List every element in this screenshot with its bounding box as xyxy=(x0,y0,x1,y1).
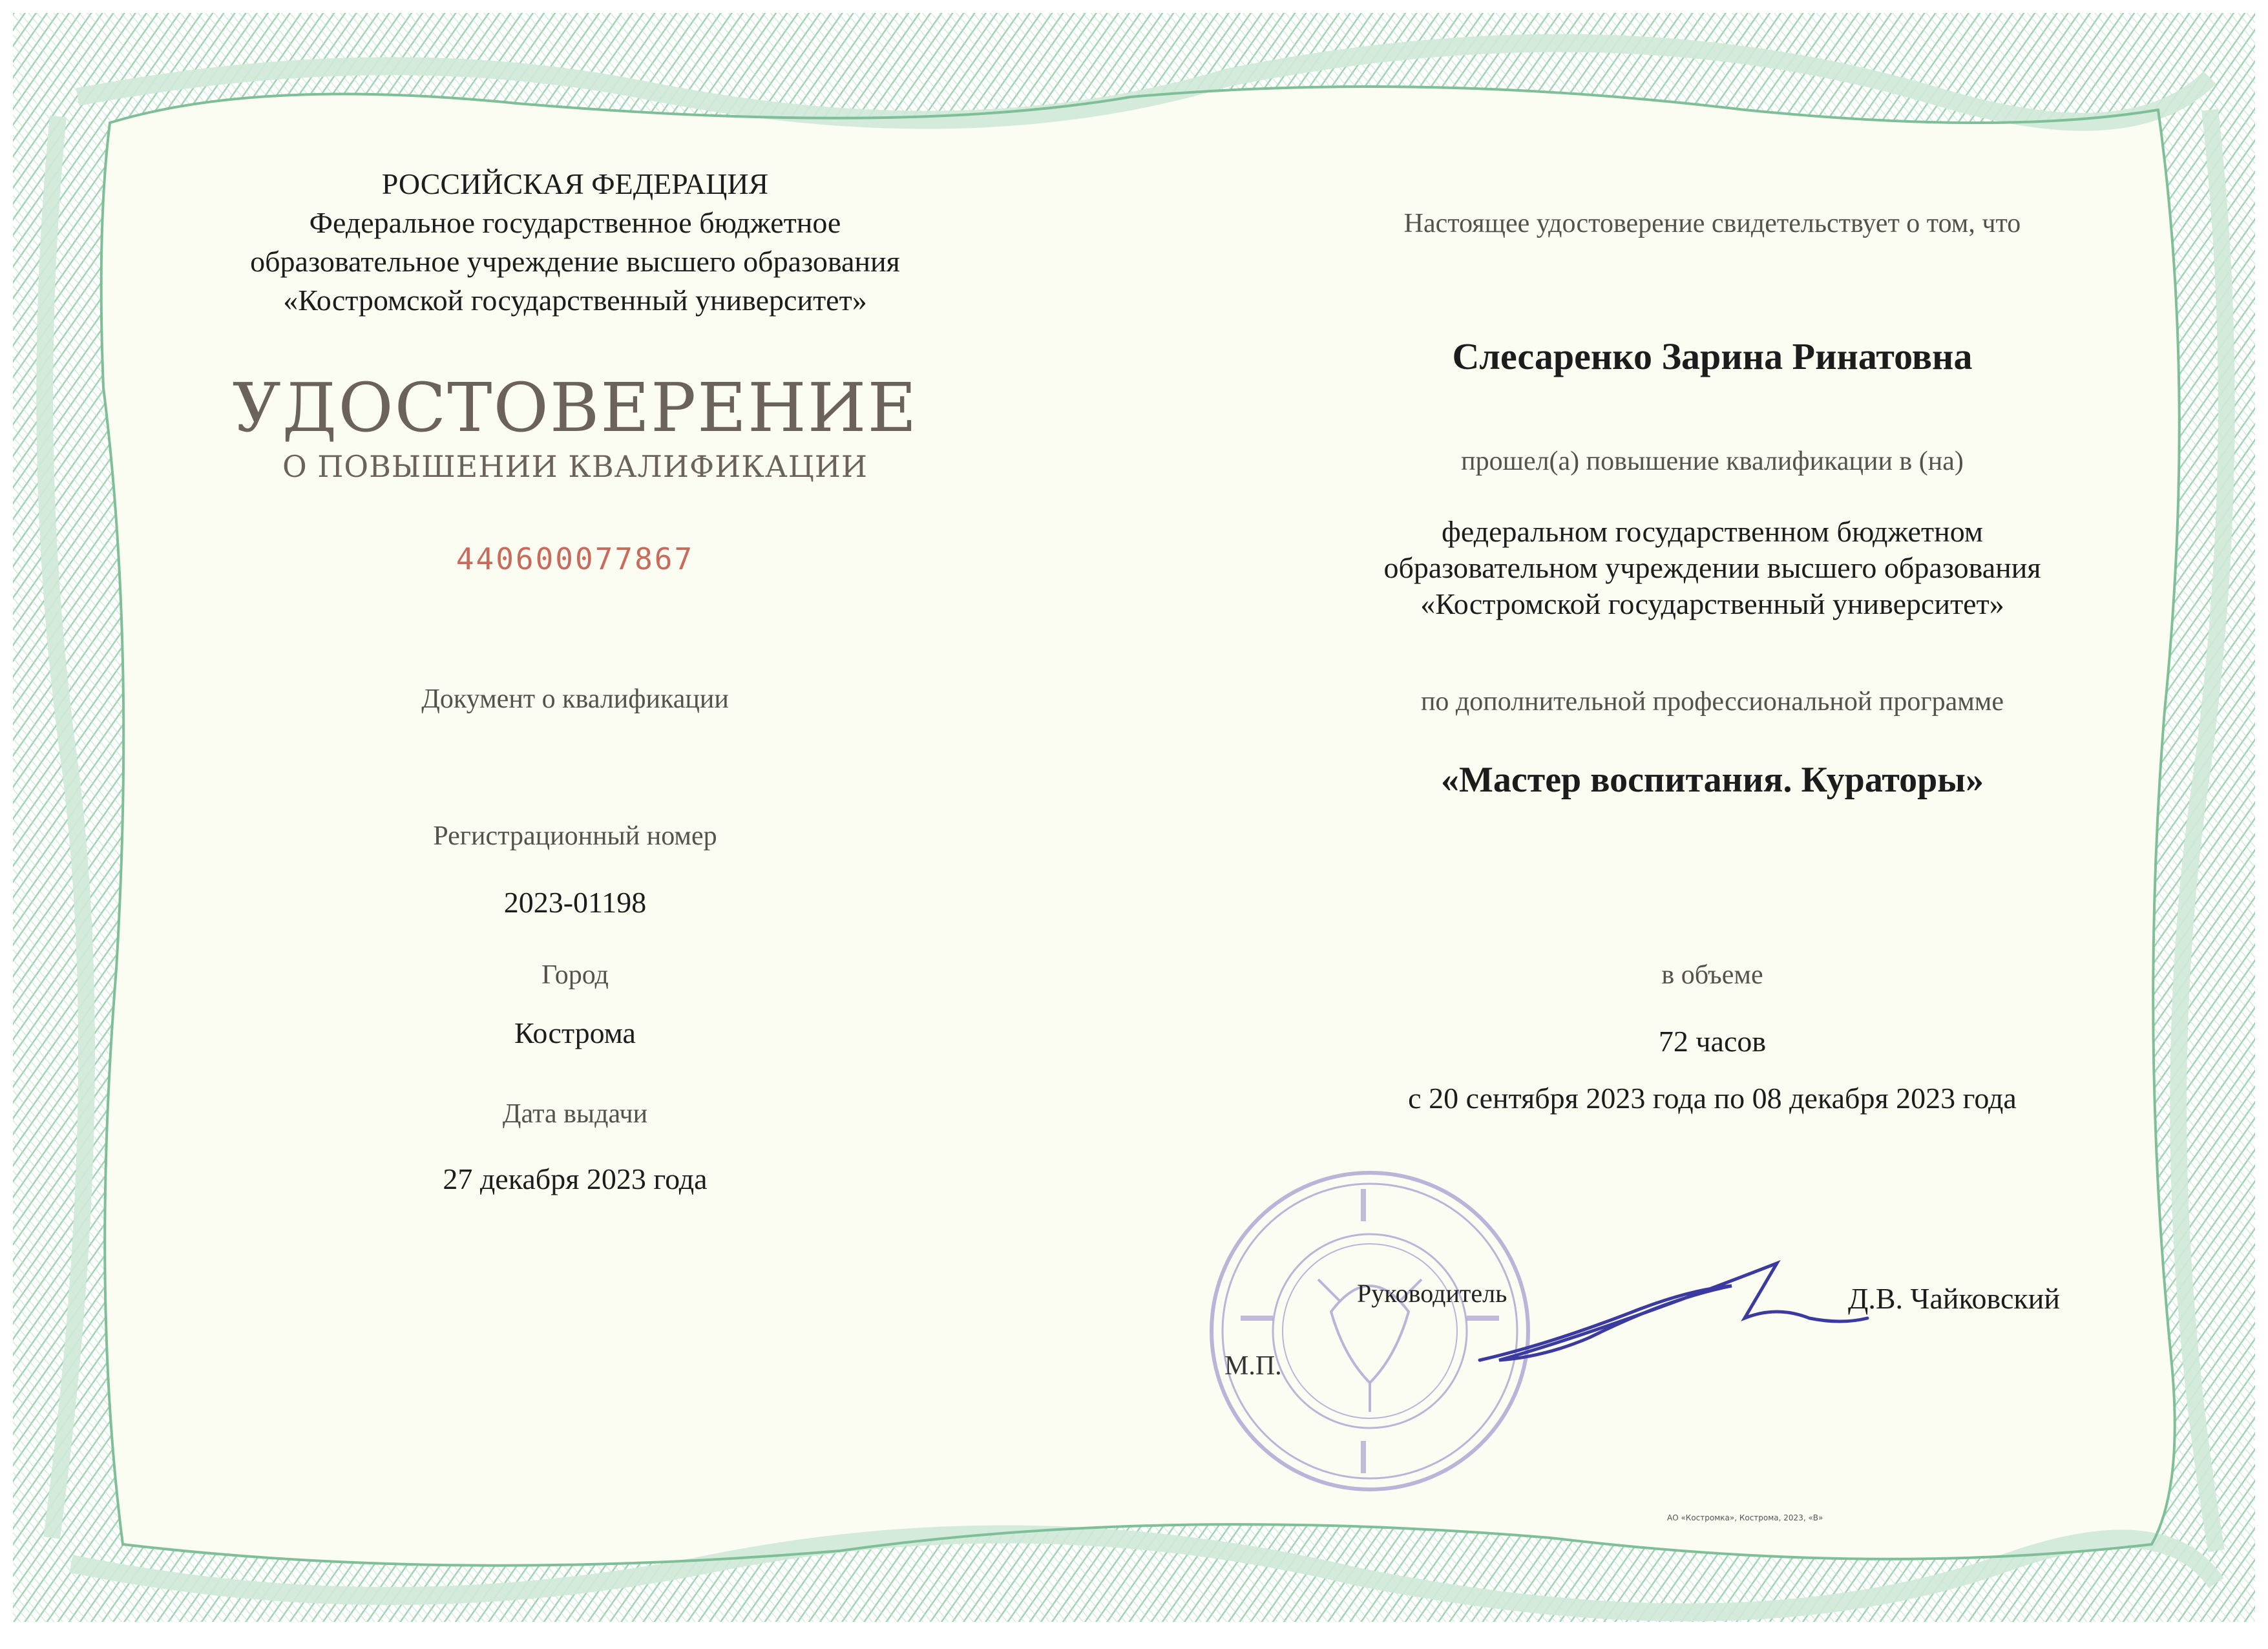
issue-date-label: Дата выдачи xyxy=(502,1099,648,1129)
registration-label: Регистрационный номер xyxy=(433,821,717,851)
passed-text: прошел(а) повышение квалификации в (на) xyxy=(1461,446,1964,476)
hours-value: 72 часов xyxy=(1658,1025,1767,1058)
stamp-place-label: М.П. xyxy=(1224,1351,1282,1381)
document-subtitle: О ПОВЫШЕНИИ КВАЛИФИКАЦИИ xyxy=(282,449,868,484)
volume-label: в объеме xyxy=(1661,960,1763,990)
intro-text: Настоящее удостоверение свидетельствует о том, что xyxy=(1403,209,2021,238)
city-label: Город xyxy=(541,960,609,990)
signature xyxy=(1473,1247,1874,1376)
institution-line-1: федеральном государственном бюджетном xyxy=(1442,515,1983,548)
head-label: Руководитель xyxy=(1357,1279,1507,1308)
serial-number: 440600077867 xyxy=(456,541,695,576)
issue-date-value: 27 декабря 2023 года xyxy=(443,1162,708,1195)
holder-name: Слесаренко Зарина Ринатовна xyxy=(1452,335,1973,377)
period-value: с 20 сентября 2023 года по 08 декабря 2023 года xyxy=(1408,1082,2017,1115)
header-line-3: образовательное учреждение высшего образования xyxy=(250,245,900,278)
institution-line-2: образовательном учреждении высшего образования xyxy=(1383,551,2041,584)
head-name: Д.В. Чайковский xyxy=(1848,1282,2060,1315)
city-value: Кострома xyxy=(514,1016,636,1049)
program-name: «Мастер воспитания. Кураторы» xyxy=(1440,760,1984,800)
document-title: УДОСТОВЕРЕНИЕ xyxy=(232,368,918,447)
qualification-doc-label: Документ о квалификации xyxy=(421,684,729,714)
printer-imprint: АО «Костромка», Кострома, 2023, «В» xyxy=(1667,1513,1823,1522)
header-line-4: «Костромской государственный университет» xyxy=(283,284,867,317)
header-line-2: Федеральное государственное бюджетное xyxy=(309,206,841,239)
institution-line-3: «Костромской государственный университет» xyxy=(1420,587,2004,620)
header-line-1: РОССИЙСКАЯ ФЕДЕРАЦИЯ xyxy=(381,167,769,200)
registration-number: 2023-01198 xyxy=(503,886,647,919)
program-label: по дополнительной профессиональной программе xyxy=(1420,687,2004,717)
